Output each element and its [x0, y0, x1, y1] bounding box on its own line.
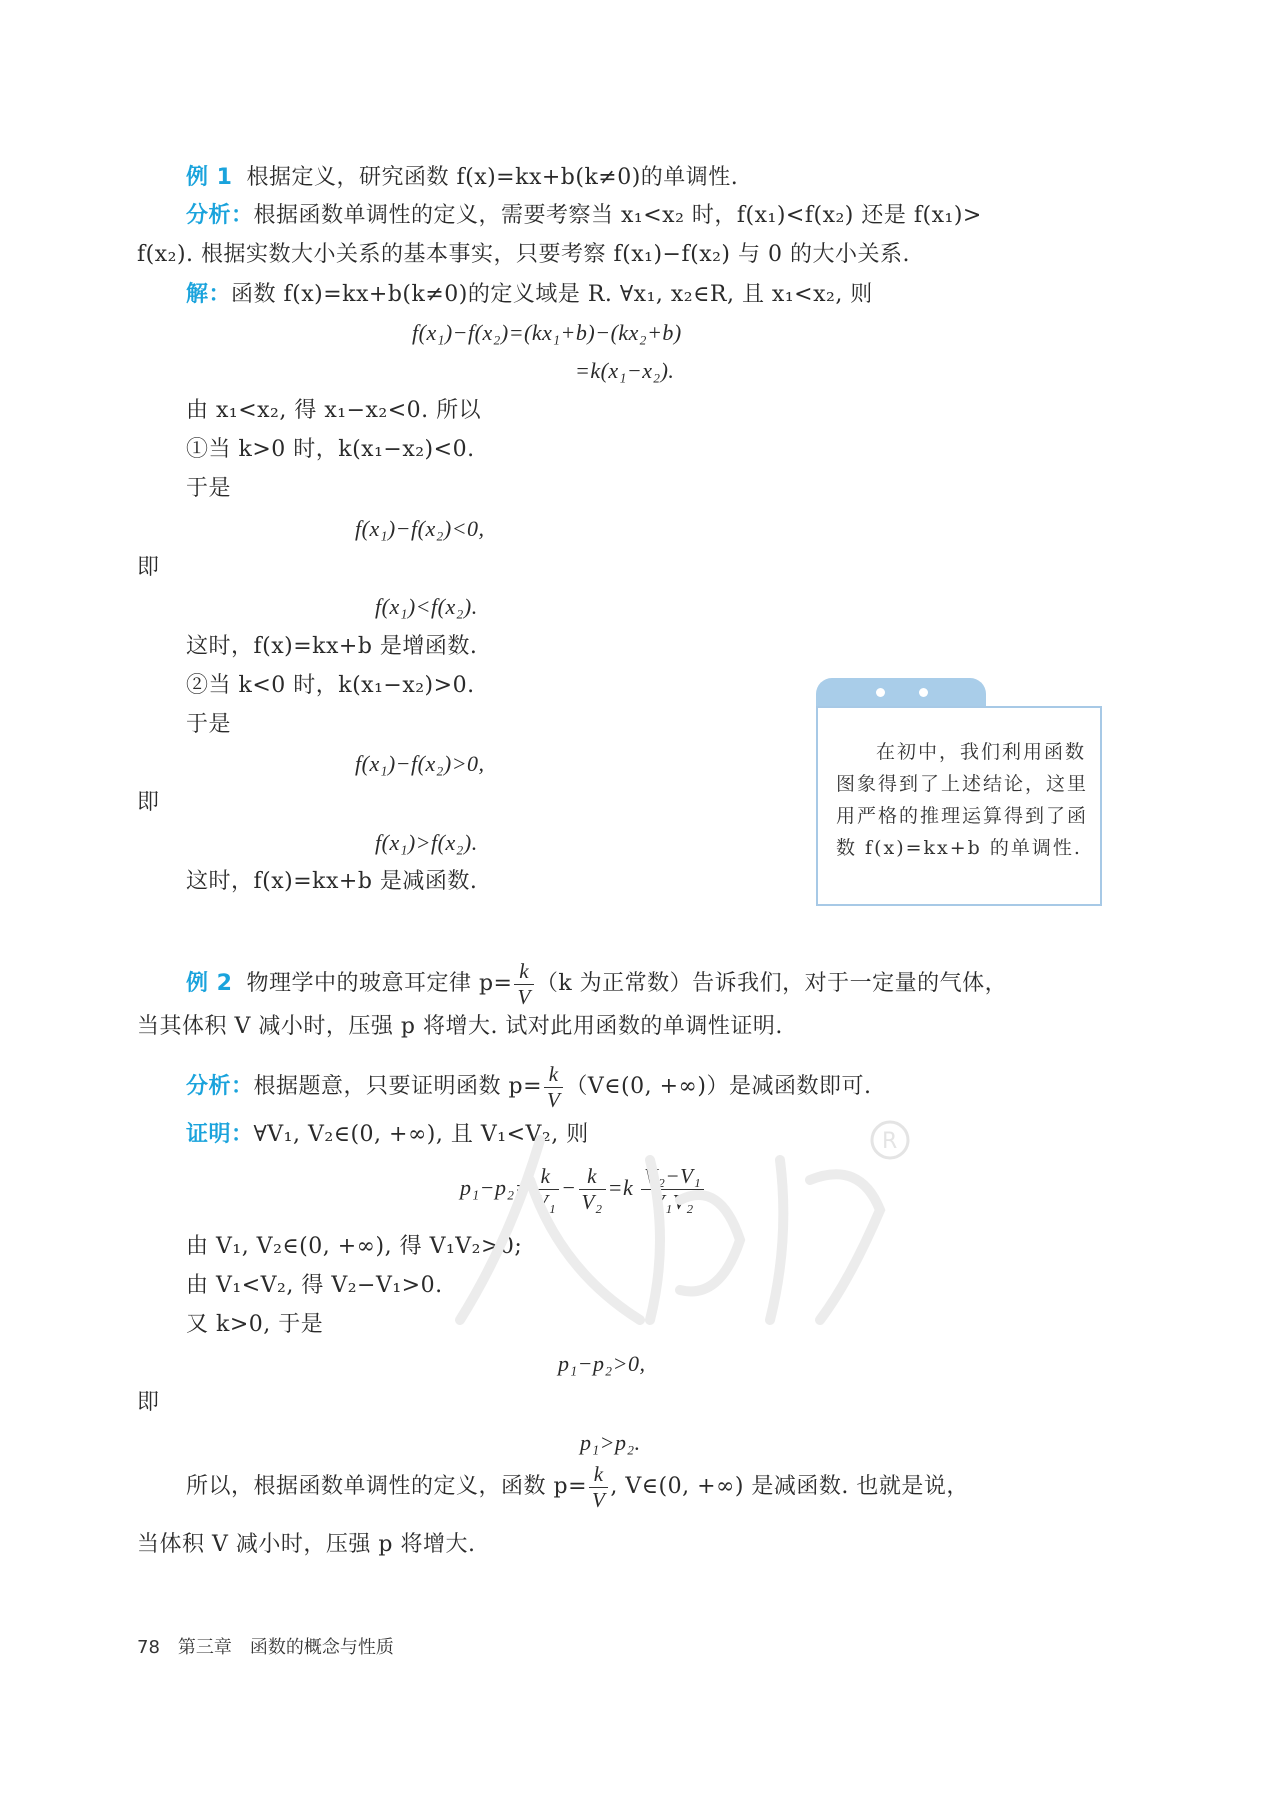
page-number: 78 — [137, 1637, 160, 1658]
equation-2: =k(x₁−x₂). — [575, 358, 675, 383]
chapter-number: 第三章 — [177, 1637, 232, 1658]
proof-text-1: ∀V₁, V₂∈(0, +∞), 且 V₁<V₂, 则 — [253, 1122, 589, 1147]
analysis-text-2: f(x₂). 根据实数大小关系的基本事实，只要考察 f(x₁)−f(x₂) 与 0 的大小关系. — [137, 242, 910, 267]
fraction-k-over-V — [544, 1061, 563, 1112]
since-line: 由 x₁<x₂, 得 x₁−x₂<0. 所以 — [186, 398, 482, 423]
proof-equation — [460, 1158, 712, 1218]
example2-analysis — [186, 1060, 871, 1114]
case1: ①当 k>0 时，k(x₁−x₂)<0. — [186, 437, 475, 462]
case2-eq2: f(x₁)>f(x₂). — [375, 830, 478, 855]
example2-statement-pre: 物理学中的玻意耳定律 p= — [246, 971, 513, 996]
example2-analysis-post: （V∈(0, +∞)）是减函数即可. — [565, 1074, 872, 1099]
case2-conclusion: 这时，f(x)=kx+b 是减函数. — [186, 869, 478, 894]
case2: ②当 k<0 时，k(x₁−x₂)>0. — [186, 673, 475, 698]
conclusion-pre: 所以，根据函数单调性的定义，函数 p= — [186, 1474, 588, 1499]
note-header-tab — [816, 678, 986, 708]
svg-text:R: R — [882, 1129, 898, 1154]
side-note-content: 在初中，我们利用函数图象得到了上述结论，这里用严格的推理运算得到了函数 f(x)=kx+b 的单调性. — [836, 741, 1089, 859]
fraction-k-over-V1 — [532, 1166, 559, 1213]
eq-minus: − — [561, 1175, 577, 1200]
frac-den: V₂ — [581, 1190, 603, 1215]
proof-line-c: 又 k>0, 于是 — [186, 1312, 324, 1337]
side-note-text — [836, 736, 1088, 864]
fraction-k-over-V — [589, 1461, 608, 1512]
note-dot-icon — [876, 688, 885, 697]
chapter-title: 函数的概念与性质 — [249, 1637, 394, 1658]
equation-1: f(x₁)−f(x₂)=(kx₁+b)−(kx₂+b) — [412, 320, 682, 345]
example2-statement-post: （k 为正常数）告诉我们，对于一定量的气体， — [535, 971, 1008, 996]
publisher-watermark-icon — [420, 1120, 940, 1340]
conclusion-line1 — [186, 1460, 969, 1514]
example1-heading — [186, 163, 738, 193]
fraction-k-over-V2 — [579, 1166, 606, 1213]
analysis-label-2: 分析： — [186, 1074, 254, 1099]
frac-num: k — [514, 961, 533, 985]
ie-3: 即 — [137, 1390, 160, 1415]
frac-den: V — [517, 984, 531, 1009]
frac-den: V₁V₂ — [651, 1190, 694, 1215]
eq-equals-k: =k — [607, 1175, 634, 1200]
eq-end: . — [706, 1175, 713, 1200]
side-note-box — [816, 706, 1102, 906]
therefore-1: 于是 — [186, 476, 232, 501]
analysis-text-1: 根据函数单调性的定义，需要考察当 x₁<x₂ 时，f(x₁)<f(x₂) 还是 f(x₁)> — [253, 203, 982, 228]
fraction-diff-over-product — [641, 1166, 704, 1213]
frac-num: k — [589, 1464, 608, 1488]
eq-lhs: p₁−p₂= — [460, 1175, 530, 1200]
example2-analysis-pre: 根据题意，只要证明函数 p= — [253, 1074, 543, 1099]
page-footer — [137, 1633, 412, 1659]
example2-heading — [186, 957, 1007, 1011]
solution-text-1: 函数 f(x)=kx+b(k≠0)的定义域是 R. ∀x₁, x₂∈R, 且 x₁<x₂, 则 — [231, 282, 873, 307]
result-eq-1: p₁−p₂>0, — [558, 1351, 646, 1376]
ie-1: 即 — [137, 555, 160, 580]
case2-eq1: f(x₁)−f(x₂)>0, — [355, 751, 485, 776]
example1-statement: 根据定义，研究函数 f(x)=kx+b(k≠0)的单调性. — [246, 165, 739, 190]
proof-line-a: 由 V₁, V₂∈(0, +∞), 得 V₁V₂>0; — [186, 1234, 523, 1259]
proof-line-b: 由 V₁<V₂, 得 V₂−V₁>0. — [186, 1273, 443, 1298]
example2-label: 例 2 — [186, 971, 233, 996]
frac-den: V — [592, 1487, 606, 1512]
analysis-label: 分析： — [186, 203, 254, 228]
fraction-k-over-V — [514, 958, 533, 1009]
ie-2: 即 — [137, 790, 160, 815]
example2-proof — [186, 1120, 589, 1150]
result-eq-2: p₁>p₂. — [580, 1430, 641, 1455]
case1-conclusion: 这时，f(x)=kx+b 是增函数. — [186, 634, 478, 659]
frac-num: k — [579, 1166, 606, 1190]
frac-num: k — [544, 1064, 563, 1088]
note-dot-icon — [919, 688, 928, 697]
case1-eq2: f(x₁)<f(x₂). — [375, 594, 478, 619]
example1-analysis — [186, 201, 982, 231]
solution-label: 解： — [186, 282, 232, 307]
case1-eq1: f(x₁)−f(x₂)<0, — [355, 516, 485, 541]
frac-num: V₂−V₁ — [641, 1166, 704, 1190]
example1-solution — [186, 280, 873, 310]
conclusion-post: , V∈(0, +∞) 是减函数. 也就是说， — [610, 1474, 969, 1499]
conclusion-line2: 当体积 V 减小时，压强 p 将增大. — [137, 1532, 476, 1557]
example1-label: 例 1 — [186, 165, 233, 190]
proof-label: 证明： — [186, 1122, 254, 1147]
frac-num: k — [532, 1166, 559, 1190]
frac-den: V — [547, 1087, 561, 1112]
example2-statement-line2: 当其体积 V 减小时，压强 p 将增大. 试对此用函数的单调性证明. — [137, 1014, 783, 1039]
therefore-2: 于是 — [186, 712, 232, 737]
frac-den: V₁ — [535, 1190, 557, 1215]
